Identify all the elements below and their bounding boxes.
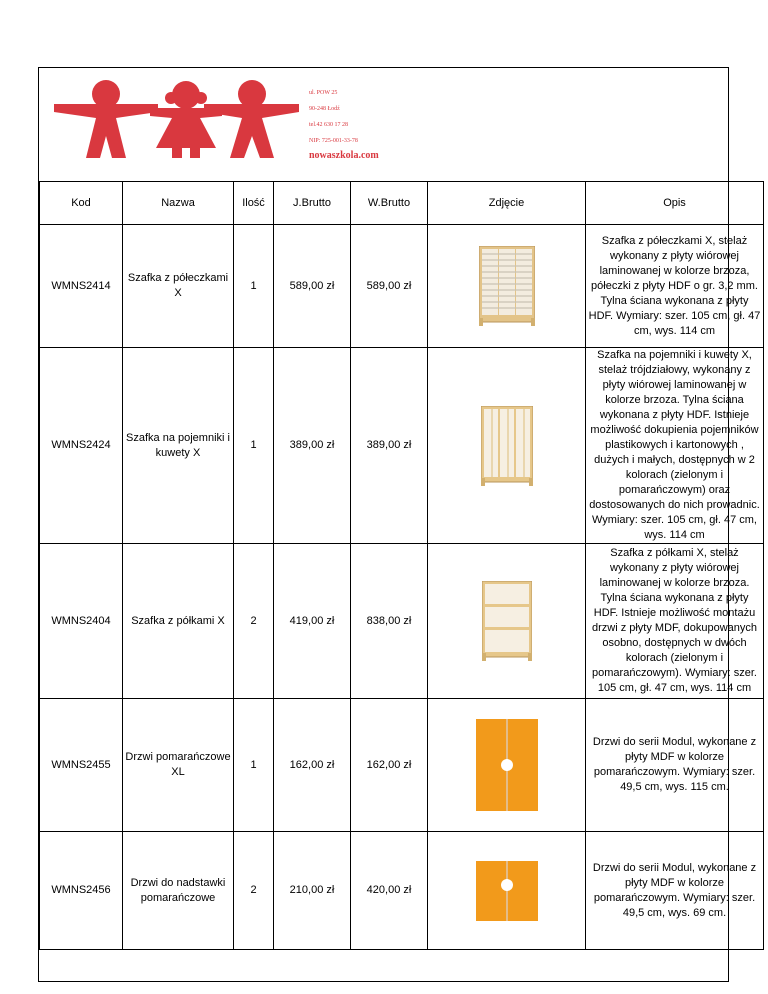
unit-price: 162,00 zł — [274, 699, 351, 832]
quote-sheet — [38, 67, 761, 982]
cabinet-with-small-shelves-image — [479, 246, 535, 326]
product-code: WMNS2404 — [40, 544, 123, 699]
product-photo — [428, 348, 586, 544]
product-description: Drzwi do serii Modul, wykonane z płyty MDF w kolorze pomarańczowym. Wymiary: szer. 49,5 cm, wys. 69 cm. — [586, 832, 764, 950]
address-line: ul. POW 25 — [309, 90, 338, 96]
product-qty: 2 — [234, 544, 274, 699]
product-name: Szafka z półkami X — [123, 544, 234, 699]
col-description: Opis — [586, 182, 764, 225]
unit-price: 210,00 zł — [274, 832, 351, 950]
product-code: WMNS2424 — [40, 348, 123, 544]
product-photo — [428, 832, 586, 950]
total-price: 389,00 zł — [351, 348, 428, 544]
kids-logo — [54, 78, 299, 158]
table-header-row — [40, 182, 764, 225]
orange-doors-short-image — [475, 861, 539, 921]
company-header — [39, 68, 728, 181]
table-row — [40, 348, 764, 544]
col-total-price: W.Brutto — [351, 182, 428, 225]
col-name: Nazwa — [123, 182, 234, 225]
product-name: Drzwi pomarańczowe XL — [123, 699, 234, 832]
product-code: WMNS2414 — [40, 225, 123, 348]
total-price: 838,00 zł — [351, 544, 428, 699]
product-qty: 2 — [234, 832, 274, 950]
cabinet-with-shelves-image — [482, 581, 532, 661]
product-description: Szafka z półkami X, stelaż wykonany z płyty wiórowej laminowanej w kolorze brzoza. Tylna ściana wykonana z płyty HDF. Istnieje możliwość montażu drzwi z płyty MDF, dokupowanych osobno, dostępnych w dwóch kolorach (zielonym i pomarańczowym). Wymiary: szer. 105 cm, gł. 47 cm, wys. 114 cm — [586, 544, 764, 699]
orange-doors-tall-image — [475, 719, 539, 811]
col-code: Kod — [40, 182, 123, 225]
website-link[interactable]: nowaszkola.com — [309, 150, 379, 161]
table-row — [40, 699, 764, 832]
product-name: Szafka na pojemniki i kuwety X — [123, 348, 234, 544]
product-description: Szafka z półeczkami X, stelaż wykonany z płyty wiórowej laminowanej w kolorze brzoza, półeczki z płyty HDF o gr. 3,2 mm. Tylna ściana wykonana z płyty HDF. Wymiary: szer. 105 cm, gł. 47 cm, wys. 114 cm — [586, 225, 764, 348]
col-unit-price: J.Brutto — [274, 182, 351, 225]
product-photo — [428, 225, 586, 348]
product-table — [39, 181, 764, 950]
table-row — [40, 832, 764, 950]
product-qty: 1 — [234, 699, 274, 832]
phone-line: tel.42 630 17 28 — [309, 122, 348, 128]
unit-price: 589,00 zł — [274, 225, 351, 348]
nip-line: NIP: 725-001-33-78 — [309, 138, 358, 144]
company-contact — [309, 86, 379, 161]
col-photo: Zdjęcie — [428, 182, 586, 225]
product-qty: 1 — [234, 225, 274, 348]
unit-price: 389,00 zł — [274, 348, 351, 544]
table-row — [40, 225, 764, 348]
unit-price: 419,00 zł — [274, 544, 351, 699]
city-line: 90-248 Łodź — [309, 106, 340, 112]
product-photo — [428, 699, 586, 832]
product-photo — [428, 544, 586, 699]
product-description: Szafka na pojemniki i kuwety X, stelaż trójdziałowy, wykonany z płyty wiórowej laminowanej w kolorze brzoza. Tylna ściana wykonana z płyty HDF. Istnieje możliwość dokupienia pojemników plastikowych i kartonowych , dużych i małych, dostępnych w 2 kolorach (zielonym i pomarańczowym) oraz dostosowanych do nich prowadnic. Wymiary: szer. 105 cm, gł. 47 cm, wys. 114 cm — [586, 348, 764, 544]
product-name: Szafka z półeczkami X — [123, 225, 234, 348]
table-row — [40, 544, 764, 699]
product-description: Drzwi do serii Modul, wykonane z płyty MDF w kolorze pomarańczowym. Wymiary: szer. 49,5 cm, wys. 115 cm. — [586, 699, 764, 832]
col-qty: Ilość — [234, 182, 274, 225]
cabinet-three-sections-image — [481, 406, 533, 486]
product-name: Drzwi do nadstawki pomarańczowe — [123, 832, 234, 950]
product-qty: 1 — [234, 348, 274, 544]
total-price: 589,00 zł — [351, 225, 428, 348]
total-price: 420,00 zł — [351, 832, 428, 950]
total-price: 162,00 zł — [351, 699, 428, 832]
product-code: WMNS2455 — [40, 699, 123, 832]
product-code: WMNS2456 — [40, 832, 123, 950]
